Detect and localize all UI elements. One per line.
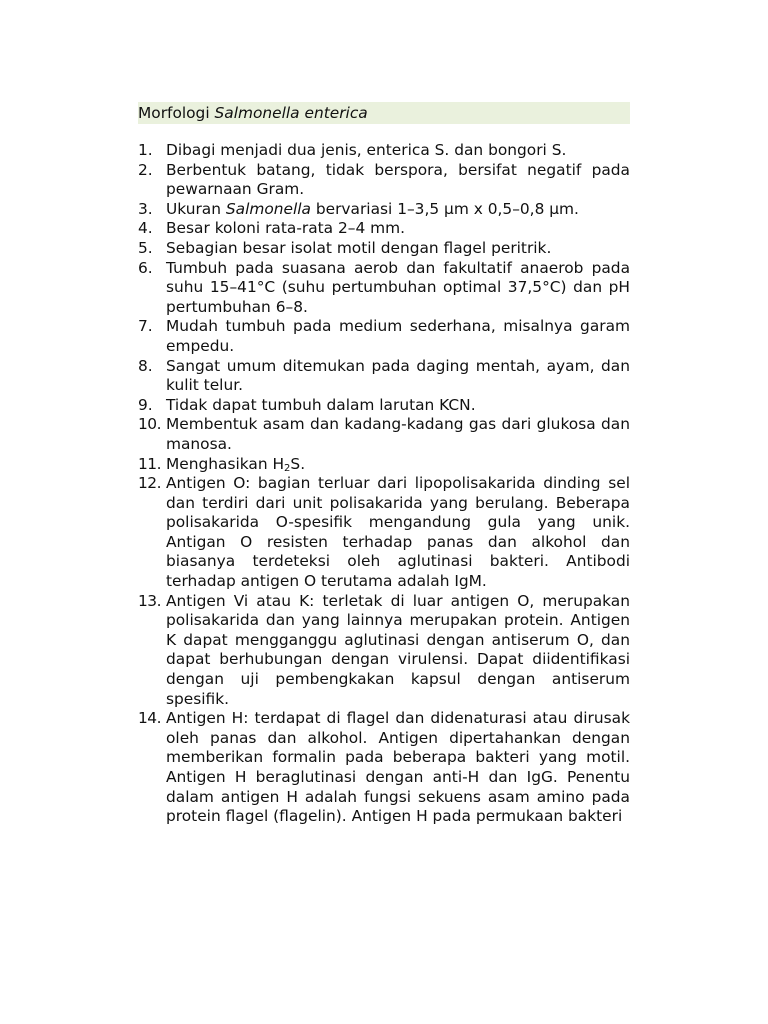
list-item [138,455,630,475]
item-text-pre: Menghasikan H [166,454,285,473]
item-text: Mudah tumbuh pada medium sederhana, misalnya garam empedu. [166,317,630,355]
item-number: 6. [138,258,153,277]
item-text: Tidak dapat tumbuh dalam larutan KCN. [166,395,476,414]
item-text-pre: Ukuran [166,199,226,218]
item-number: 11. [138,454,161,473]
item-number: 5. [138,238,153,257]
list-item [138,317,630,356]
item-text: Membentuk asam dan kadang-kadang gas dari glukosa dan manosa. [166,415,630,453]
item-number: 4. [138,219,153,238]
item-text: Dibagi menjadi dua jenis, enterica S. dan bongori S. [166,141,567,159]
item-text-italic: Salmonella [225,199,311,218]
list-item [138,709,630,827]
list-item [138,200,630,220]
title-prefix: Morfologi [138,104,215,122]
item-text-post: bervariasi 1–3,5 µm x 0,5–0,8 µm. [310,199,579,218]
item-number: 8. [138,356,153,375]
list-item [138,161,630,200]
item-text: Berbentuk batang, tidak berspora, bersifat negatif pada pewarnaan Gram. [166,160,630,199]
item-text-post: S. [290,454,306,473]
item-text: Antigen Vi atau K: terletak di luar antigen O, merupakan polisakarida dan yang lainnya merupakan protein. Antigen K dapat mengganggu aglutinasi dengan antiserum O, dan dapat berhubungan dengan virulensi. Dapat diidentifikasi dengan uji pembengkakan kapsul dengan antiserum spesifik. [166,591,630,708]
item-text: Antigen O: bagian terluar dari lipopolisakarida dinding sel dan terdiri dari unit polisakarida yang berulang. Beberapa polisakarida O-spesifik mengandung gula yang unik. Antigan O resisten terhadap panas dan alkohol dan biasanya terdeteksi oleh aglutinasi bakteri. Antibodi terhadap antigen O terutama adalah IgM. [166,474,630,591]
item-number: 9. [138,395,153,414]
item-text: Tumbuh pada suasana aerob dan fakultatif anaerob pada suhu 15–41°C (suhu pertumbuhan optimal 37,5°C) dan pH pertumbuhan 6–8. [166,258,630,316]
list-item [138,239,630,259]
item-number: 1. [138,141,153,159]
item-text: Besar koloni rata-rata 2–4 mm. [166,219,406,238]
list-item [138,396,630,416]
section-title [138,102,630,124]
item-number: 2. [138,160,153,179]
morphology-list [138,141,630,827]
item-number: 14. [138,709,161,728]
item-text: Sebagian besar isolat motil dengan flagel peritrik. [166,238,552,257]
list-item [138,415,630,454]
list-item [138,141,630,161]
title-species: Salmonella enterica [214,104,368,122]
item-text-subscript: 2 [284,462,291,474]
list-item [138,592,630,710]
item-number: 7. [138,317,153,336]
list-item [138,474,630,592]
item-text: Antigen H: terdapat di flagel dan didenaturasi atau dirusak oleh panas dan alkohol. Antigen dipertahankan dengan memberikan formalin pada beberapa bakteri yang motil. Antigen H beraglutinasi dengan anti-H dan IgG. Penentu dalam antigen H adalah fungsi sekuens asam amino pada protein flagel (flagelin). Antigen H pada permukaan bakteri [166,709,630,826]
item-number: 10. [138,415,161,434]
item-number: 3. [138,199,153,218]
list-item [138,219,630,239]
item-number: 13. [138,591,161,610]
document-page [138,102,630,827]
item-number: 12. [138,474,161,493]
list-item [138,259,630,318]
list-item [138,357,630,396]
item-text: Sangat umum ditemukan pada daging mentah, ayam, dan kulit telur. [166,356,630,395]
